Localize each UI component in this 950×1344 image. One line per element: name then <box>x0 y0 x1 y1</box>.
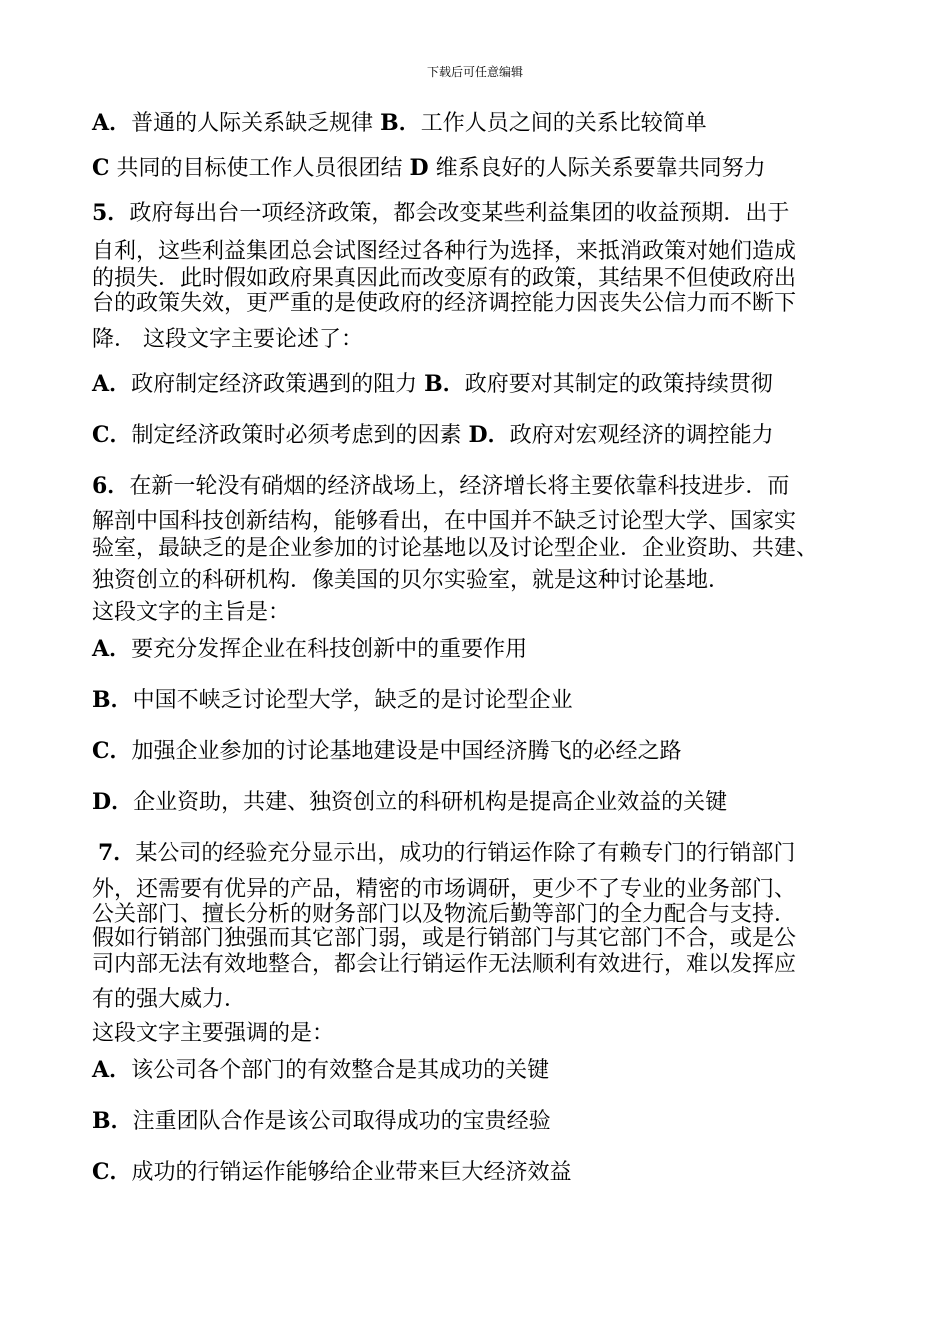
option-text: 政府对宏观经济的调控能力 <box>509 423 774 448</box>
option-text: 要充分发挥企业在科技创新中的重要作用 <box>131 637 528 662</box>
q5-stem-line-4: 台的政策失效，更严重的是使政府的经济调控能力因丧失公信力而不断下 <box>92 291 797 316</box>
question-text: 某公司的经验充分显示出，成功的行销运作除了有赖专门的行销部门 <box>135 841 796 866</box>
q4-options-line-2 <box>92 153 882 184</box>
question-number: 6． <box>92 473 130 499</box>
option-label: B． <box>92 687 133 713</box>
q5-options-line-2 <box>92 420 882 451</box>
q4-options-line-1 <box>92 108 882 139</box>
option-text: 制定经济政策时必须考虑到的因素 <box>131 423 462 448</box>
question-number: 7． <box>98 840 136 866</box>
q6-option-c <box>92 736 882 767</box>
option-text: 工作人员之间的关系比较简单 <box>420 111 707 136</box>
q5-stem-line-2: 自利，这些利益集团总会试图经过各种行为选择，来抵消政策对她们造成 <box>92 239 797 264</box>
q7-option-c <box>92 1157 882 1188</box>
option-text: 成功的行销运作能够给企业带来巨大经济效益 <box>131 1160 572 1185</box>
option-label: D <box>409 155 429 181</box>
q5-stem-line-1 <box>92 198 882 229</box>
option-label: A． <box>92 1057 132 1083</box>
question-text: 在新一轮没有硝烟的经济战场上，经济增长将主要依靠科技进步．而 <box>129 474 790 499</box>
option-text: 维系良好的人际关系要靠共同努力 <box>435 156 766 181</box>
option-text: 普通的人际关系缺乏规律 <box>131 111 374 136</box>
q7-stem-line-2: 外，还需要有优异的产品，精密的市场调研，更少不了专业的业务部门、 <box>92 877 797 902</box>
page-header: 下载后可任意编辑 <box>426 65 523 79</box>
option-label: B． <box>92 1108 133 1134</box>
option-label: C． <box>92 1159 132 1185</box>
document-body <box>92 104 882 1188</box>
q7-stem-line-7: 这段文字主要强调的是： <box>92 1021 335 1046</box>
q7-stem-line-3: 公关部门、擅长分析的财务部门以及物流后勤等部门的全力配合与支持． <box>92 902 797 927</box>
option-text: 注重团队合作是该公司取得成功的宝贵经验 <box>132 1109 551 1134</box>
option-label: C． <box>92 738 132 764</box>
option-label: B． <box>380 110 421 136</box>
q7-stem-line-5: 司内部无法有效地整合，都会让行销运作无法顺利有效进行，难以发挥应 <box>92 952 797 977</box>
q6-option-a <box>92 634 882 665</box>
option-label: A． <box>92 636 132 662</box>
q6-stem-line-4: 独资创立的科研机构．像美国的贝尔实验室，就是这种讨论基地． <box>92 568 731 593</box>
option-text: 加强企业参加的讨论基地建设是中国经济腾飞的必经之路 <box>131 739 682 764</box>
q5-stem-line-3: 的损失．此时假如政府果真因此而改变原有的政策，其结果不但使政府出 <box>92 266 797 291</box>
q7-option-a <box>92 1055 882 1086</box>
question-text: 政府每出台一项经济政策，都会改变某些利益集团的收益预期．出于 <box>129 201 790 226</box>
q7-stem-line-4: 假如行销部门独强而其它部门弱，或是行销部门与其它部门不合，或是公 <box>92 926 797 951</box>
q6-option-b <box>92 685 882 716</box>
question-number: 5． <box>92 200 130 226</box>
option-label: C <box>92 155 110 181</box>
q6-stem-line-2: 解剖中国科技创新结构，能够看出，在中国并不缺乏讨论型大学、国家实 <box>92 509 797 534</box>
q5-options-line-1 <box>92 369 882 400</box>
option-text: 共同的目标使工作人员很团结 <box>116 156 403 181</box>
q6-stem-line-1 <box>92 471 882 502</box>
option-label: C． <box>92 422 132 448</box>
q6-stem-line-5: 这段文字的主旨是： <box>92 600 291 625</box>
option-label: A． <box>92 110 132 136</box>
option-text: 企业资助，共建、独资创立的科研机构是提高企业效益的关键 <box>133 790 728 815</box>
option-label: D． <box>468 422 510 448</box>
option-label: A． <box>92 371 132 397</box>
q6-stem-line-3: 验室，最缺乏的是企业参加的讨论基地以及讨论型企业．企业资助、共建、 <box>92 536 819 561</box>
option-text: 中国不峡乏讨论型大学，缺乏的是讨论型企业 <box>132 688 573 713</box>
option-text: 政府制定经济政策遇到的阻力 <box>131 372 418 397</box>
q5-stem-line-5: 降． 这段文字主要论述了： <box>92 327 363 352</box>
q7-option-b <box>92 1106 882 1137</box>
q7-stem-line-1 <box>92 838 882 869</box>
q7-stem-line-6: 有的强大威力． <box>92 987 247 1012</box>
option-label: B． <box>424 371 465 397</box>
option-text: 该公司各个部门的有效整合是其成功的关键 <box>131 1058 550 1083</box>
option-label: D． <box>92 789 134 815</box>
q6-option-d <box>92 787 882 818</box>
option-text: 政府要对其制定的政策持续贯彻 <box>464 372 773 397</box>
